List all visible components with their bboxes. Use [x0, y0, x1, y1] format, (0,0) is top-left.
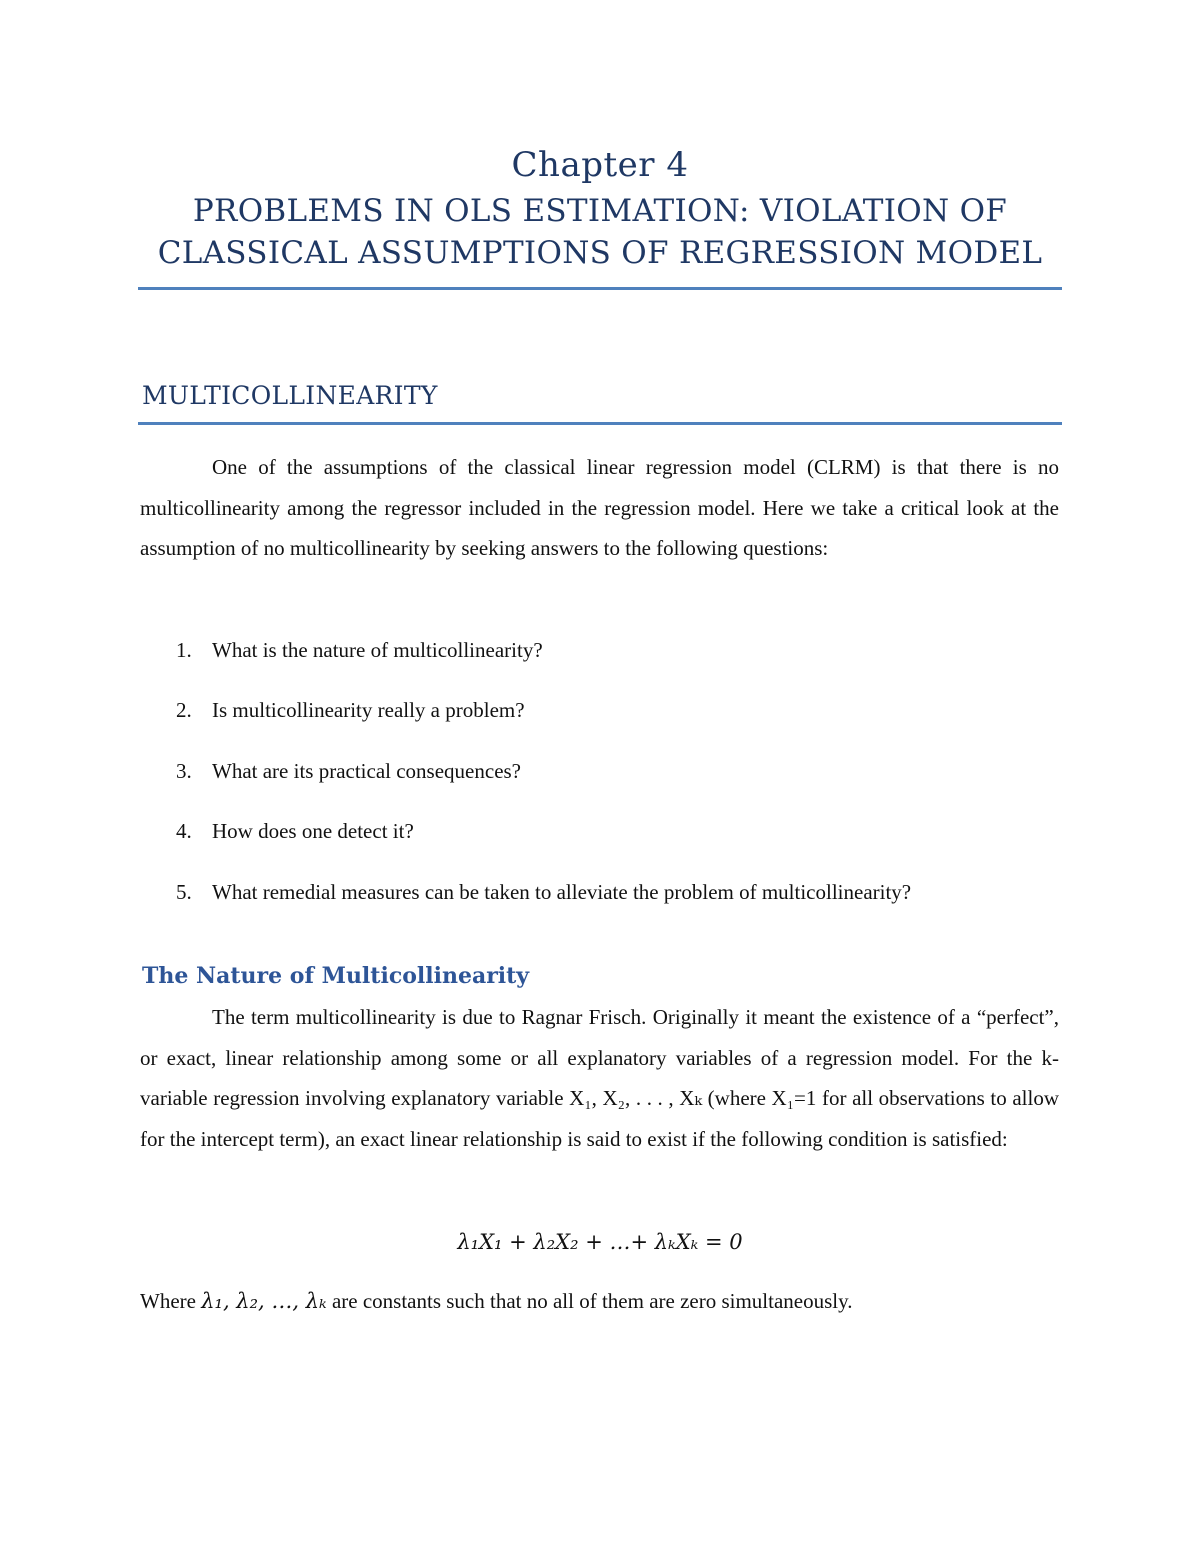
list-item-number: 3. — [176, 758, 192, 783]
chapter-title-line-2: CLASSICAL ASSUMPTIONS OF REGRESSION MODEL — [157, 235, 1043, 271]
list-item-number: 4. — [176, 819, 192, 844]
subheading-nature-of-multicollinearity: The Nature of Multicollinearity — [142, 963, 530, 989]
list-item-text: What are its practical consequences? — [212, 758, 522, 783]
list-item-number: 1. — [176, 638, 192, 662]
chapter-title-block — [138, 140, 1062, 274]
nature-paragraph: The term multicollinearity is due to Ragnar Frisch. Originally it meant the existence of a “perfect”, or exact, linear relationship among some or all explanatory variables of a regression model. For the k-variable regression involving explanatory variable X₁, X₂, . . . , Xₖ (where X₁=1 for all observations to allow for the intercept term), an exact linear relationship is said to exist if the following condition is satisfied: — [140, 1005, 1059, 1151]
chapter-title-line-1: PROBLEMS IN OLS ESTIMATION: VIOLATION OF — [192, 193, 1008, 229]
where-prefix: Where — [140, 1289, 202, 1313]
title-divider — [138, 287, 1062, 290]
list-item — [176, 872, 911, 932]
list-item — [176, 690, 911, 750]
list-item — [176, 630, 911, 690]
intro-paragraph: One of the assumptions of the classical linear regression model (CLRM) is that there is no multicollinearity among the regressor included in the regression model. Here we take a critical look at the assumption of no multicollinearity by seeking answers to the following questions: — [140, 455, 1059, 560]
questions-list — [176, 630, 911, 932]
list-item-number: 2. — [176, 698, 192, 723]
list-item-text: What is the nature of multicollinearity? — [212, 638, 543, 662]
linear-relationship-equation: λ₁X₁ + λ₂X₂ + …+ λₖXₖ = 0 — [457, 1230, 743, 1254]
list-item-text: What remedial measures can be taken to alleviate the problem of multicollinearity? — [212, 879, 912, 904]
where-suffix: are constants such that no all of them are zero simultaneously. — [326, 1289, 853, 1313]
list-item-text: How does one detect it? — [212, 819, 414, 844]
list-item — [176, 751, 911, 811]
chapter-number: Chapter 4 — [511, 145, 689, 185]
section-divider — [138, 422, 1062, 425]
where-math: λ₁, λ₂, …, λₖ — [201, 1289, 327, 1313]
list-item-number: 5. — [176, 879, 192, 904]
list-item-text: Is multicollinearity really a problem? — [212, 698, 525, 723]
section-heading-multicollinearity: MULTICOLLINEARITY — [142, 381, 438, 410]
list-item — [176, 811, 911, 871]
where-statement — [140, 1281, 853, 1321]
